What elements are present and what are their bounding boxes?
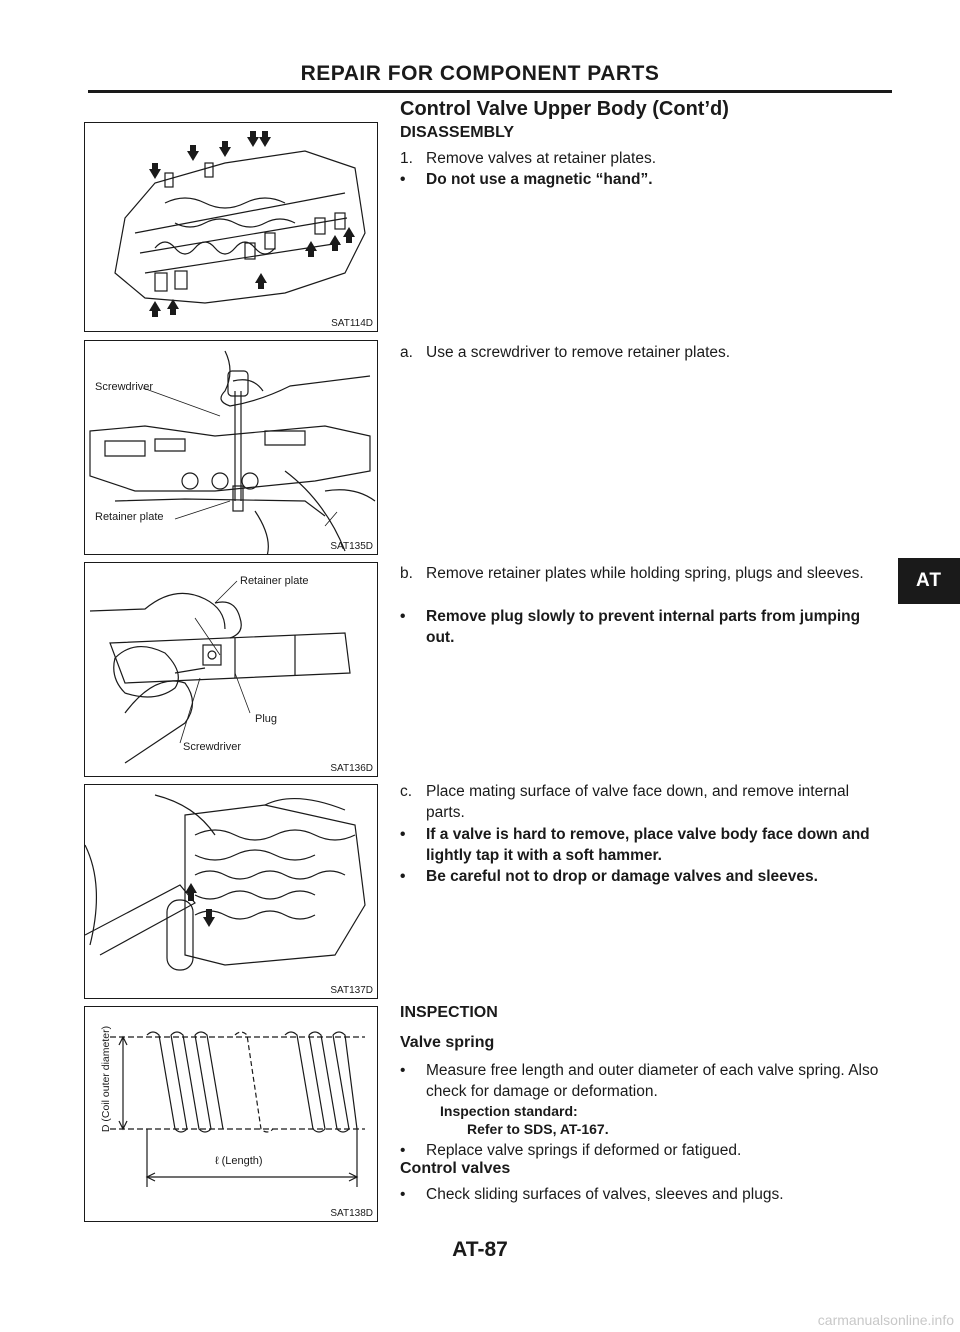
step-c xyxy=(400,781,890,823)
step-c-label: c. xyxy=(400,783,413,800)
replace-bullet-text: Replace valve springs if deformed or fatigued. xyxy=(426,1142,742,1159)
bullet: • xyxy=(400,1062,406,1079)
figure-code: SAT137D xyxy=(330,985,373,996)
label-coil-diameter: D (Coil outer diameter) xyxy=(100,1025,112,1133)
figure-code: SAT136D xyxy=(330,763,373,774)
bullet: • xyxy=(400,826,406,843)
step-1 xyxy=(400,148,900,169)
step-b-label: b. xyxy=(400,565,413,582)
bullet: • xyxy=(400,1186,406,1203)
spring-diagram xyxy=(85,1007,377,1221)
disassembly-heading: DISASSEMBLY xyxy=(400,124,515,141)
step-1-note xyxy=(400,169,900,190)
page-header: REPAIR FOR COMPONENT PARTS xyxy=(300,62,660,85)
inspection-standard-label: Inspection standard: xyxy=(440,1103,578,1119)
step-c-note-1-text: If a valve is hard to remove, place valve body face down and lightly tap it with a soft hammer. xyxy=(426,826,870,864)
bullet: • xyxy=(400,1142,406,1159)
label-retainer-plate: Retainer plate xyxy=(95,511,164,523)
valve-spring-heading: Valve spring xyxy=(400,1034,495,1051)
bullet: • xyxy=(400,868,406,885)
inspection-standard-value: Refer to SDS, AT-167. xyxy=(467,1121,609,1137)
step-b-note-text: Remove plug slowly to prevent internal parts from jumping out. xyxy=(426,608,861,646)
control-bullet xyxy=(400,1184,890,1205)
section-title: Control Valve Upper Body (Cont’d) xyxy=(400,98,729,120)
spring-bullet xyxy=(400,1060,890,1102)
section-tab-at: AT xyxy=(898,558,960,604)
figure-valve-springs xyxy=(84,1006,378,1222)
figure-code: SAT114D xyxy=(331,318,373,329)
step-b-text: Remove retainer plates while holding spring, plugs and sleeves. xyxy=(426,565,864,582)
spring-bullet-text: Measure free length and outer diameter of each valve spring. Also check for damage or deformation. xyxy=(426,1062,879,1100)
replace-bullet xyxy=(400,1140,890,1161)
header-rule xyxy=(88,90,892,93)
step-c-text: Place mating surface of valve face down, and remove internal parts. xyxy=(426,783,850,821)
step-c-note-2 xyxy=(400,866,890,887)
page-number: AT-87 xyxy=(452,1238,508,1261)
step-1-label: 1. xyxy=(400,150,413,167)
soft-hammer-illustration xyxy=(85,785,377,998)
figure-valve-body-arrows xyxy=(84,122,378,332)
figure-screwdriver-retainer xyxy=(84,340,378,555)
control-bullet-text: Check sliding surfaces of valves, sleeves and plugs. xyxy=(426,1186,784,1203)
step-c-note-1 xyxy=(400,824,890,866)
figure-soft-hammer xyxy=(84,784,378,999)
step-a-text: Use a screwdriver to remove retainer plates. xyxy=(426,344,731,361)
valve-body-illustration xyxy=(85,123,377,331)
label-screwdriver: Screwdriver xyxy=(95,381,154,393)
label-length: ℓ (Length) xyxy=(215,1155,263,1167)
step-c-note-2-text: Be careful not to drop or damage valves and sleeves. xyxy=(426,868,818,885)
step-b-note xyxy=(400,606,890,648)
label-plug: Plug xyxy=(255,713,278,725)
step-b xyxy=(400,563,890,584)
figure-retainer-plug xyxy=(84,562,378,777)
step-1-text: Remove valves at retainer plates. xyxy=(426,150,657,167)
figure-code: SAT135D xyxy=(330,541,373,552)
control-valves-heading: Control valves xyxy=(400,1160,511,1177)
bullet: • xyxy=(400,608,406,625)
step-1-note-text: Do not use a magnetic “hand”. xyxy=(426,171,653,188)
label-screwdriver: Screwdriver xyxy=(183,741,242,753)
inspection-heading: INSPECTION xyxy=(400,1004,498,1021)
step-a-label: a. xyxy=(400,344,413,361)
step-a xyxy=(400,342,900,363)
watermark: carmanualsonline.info xyxy=(817,1312,954,1328)
bullet: • xyxy=(400,171,406,188)
figure-code: SAT138D xyxy=(330,1208,373,1219)
label-retainer-plate: Retainer plate xyxy=(240,575,309,587)
